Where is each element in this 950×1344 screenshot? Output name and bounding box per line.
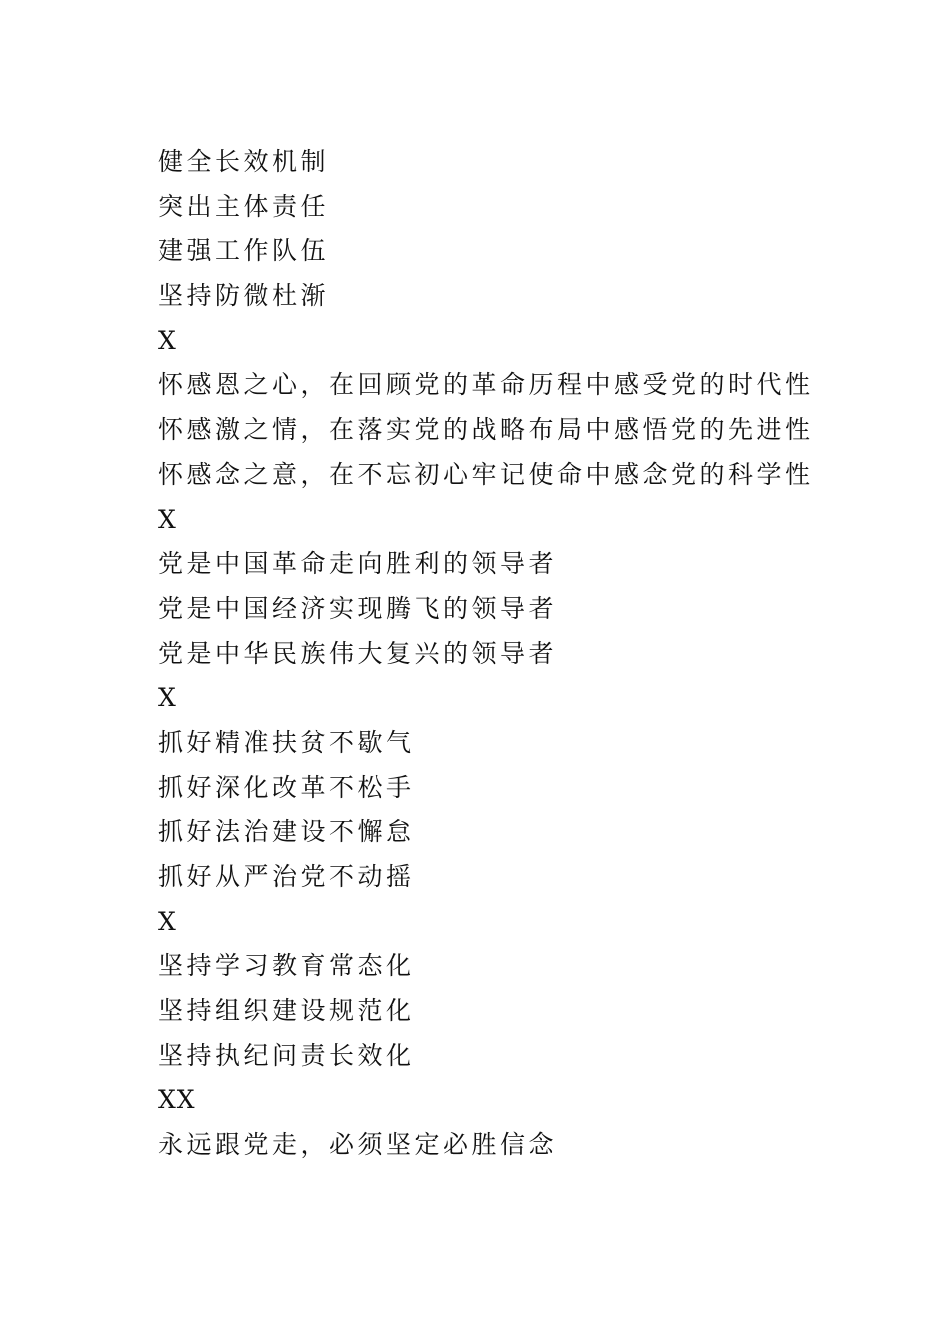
text-line: 坚持防微杜渐 <box>158 281 330 311</box>
text-line: 怀感激之情，在落实党的战略布局中感悟党的先进性 <box>158 415 814 445</box>
text-line: 抓好精准扶贫不歇气 <box>158 727 415 757</box>
text-line: 抓好法治建设不懈怠 <box>158 817 415 847</box>
text-line: 坚持组织建设规范化 <box>158 996 415 1026</box>
text-line: 怀感恩之心，在回顾党的革命历程中感受党的时代性 <box>158 370 814 400</box>
section-separator: X <box>158 504 177 534</box>
text-line: 党是中华民族伟大复兴的领导者 <box>158 638 558 668</box>
text-line: 永远跟党走，必须坚定必胜信念 <box>158 1130 558 1160</box>
text-line: 抓好深化改革不松手 <box>158 772 415 802</box>
text-line: 健全长效机制 <box>158 147 330 176</box>
text-line: 突出主体责任 <box>158 191 330 221</box>
text-line: 抓好从严治党不动摇 <box>158 862 415 891</box>
section-separator: X <box>158 906 177 936</box>
text-line: 党是中国经济实现腾飞的领导者 <box>158 593 558 623</box>
document-body <box>158 140 858 1168</box>
text-line: 建强工作队伍 <box>158 236 330 266</box>
text-line: 党是中国革命走向胜利的领导者 <box>158 549 558 579</box>
section-separator: X <box>158 683 177 713</box>
text-line: 坚持执纪问责长效化 <box>158 1040 415 1070</box>
section-separator: X <box>158 325 177 355</box>
text-line: 坚持学习教育常态化 <box>158 951 415 981</box>
section-separator: XX <box>158 1085 196 1115</box>
text-line: 怀感念之意，在不忘初心牢记使命中感念党的科学性 <box>158 459 814 489</box>
